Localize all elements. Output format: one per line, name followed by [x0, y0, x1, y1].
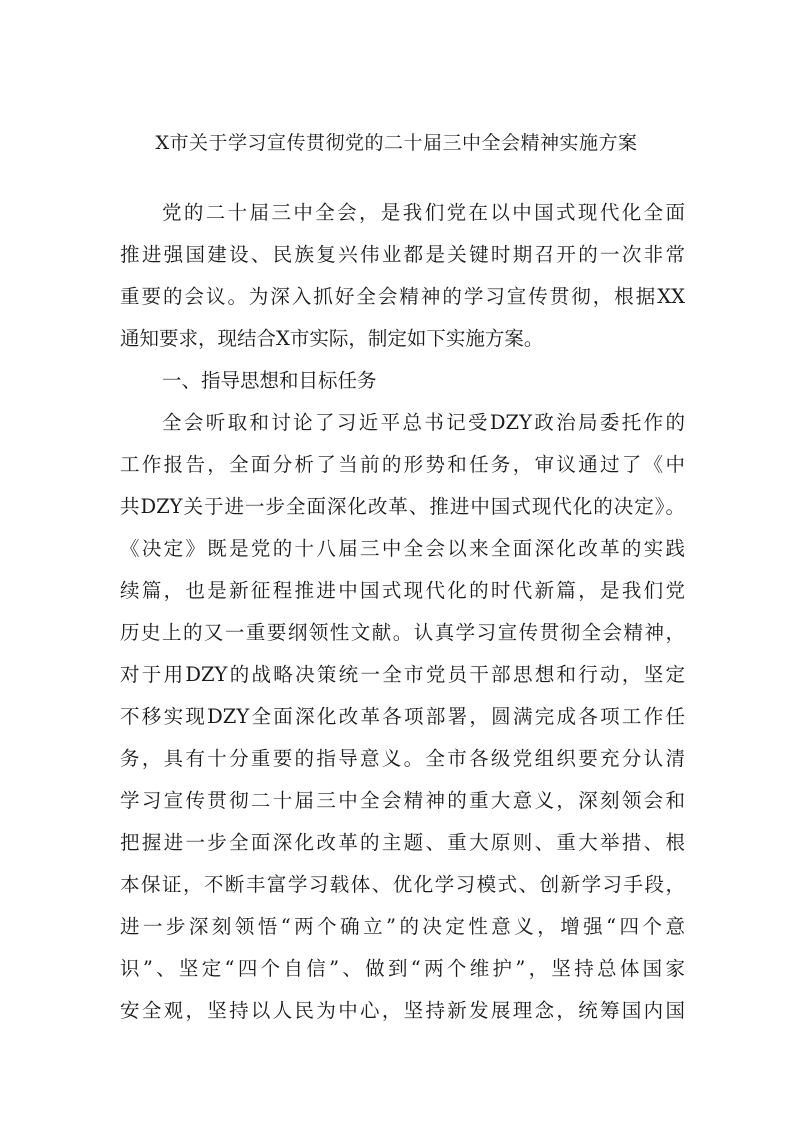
paragraph-line: 共DZY关于进一步全面深化改革、推进中国式现代化的决定》。 — [120, 495, 685, 518]
paragraph-line: 重要的会议。为深入抓好全会精神的学习宣传贯彻，根据XX — [120, 285, 685, 308]
paragraph-line: 务，具有十分重要的指导意义。全市各级党组织要充分认清 — [120, 747, 685, 770]
section-heading: 一、指导思想和目标任务 — [162, 369, 377, 392]
paragraph-line: 工作报告，全面分析了当前的形势和任务，审议通过了《中 — [120, 453, 685, 476]
paragraph-line: 全会听取和讨论了习近平总书记受DZY政治局委托作的 — [162, 411, 685, 434]
document-title: X市关于学习宣传贯彻党的二十届三中全会精神实施方案 — [155, 132, 638, 154]
paragraph-line: 识”、坚定“四个自信”、做到“两个维护”，坚持总体国家 — [120, 957, 685, 980]
paragraph-line: 历史上的又一重要纲领性文献。认真学习宣传贯彻全会精神， — [120, 621, 685, 644]
paragraph-line: 进一步深刻领悟“两个确立”的决定性意义，增强“四个意 — [120, 915, 685, 938]
paragraph-line: 不移实现DZY全面深化改革各项部署，圆满完成各项工作任 — [120, 705, 685, 728]
paragraph-line: 党的二十届三中全会，是我们党在以中国式现代化全面 — [162, 201, 685, 224]
paragraph-line: 本保证，不断丰富学习载体、优化学习模式、创新学习手段， — [120, 873, 685, 896]
paragraph-line: 学习宣传贯彻二十届三中全会精神的重大意义，深刻领会和 — [120, 789, 685, 812]
paragraph-line: 续篇，也是新征程推进中国式现代化的时代新篇，是我们党 — [120, 579, 685, 602]
paragraph-line: 安全观，坚持以人民为中心，坚持新发展理念，统筹国内国 — [120, 999, 685, 1022]
paragraph-line: 通知要求，现结合X市实际，制定如下实施方案。 — [120, 327, 544, 350]
paragraph-line: 《决定》既是党的十八届三中全会以来全面深化改革的实践 — [120, 537, 685, 560]
paragraph-line: 把握进一步全面深化改革的主题、重大原则、重大举措、根 — [120, 831, 685, 854]
paragraph-line: 推进强国建设、民族复兴伟业都是关键时期召开的一次非常 — [120, 243, 685, 266]
paragraph-line: 对于用DZY的战略决策统一全市党员干部思想和行动，坚定 — [120, 663, 685, 686]
